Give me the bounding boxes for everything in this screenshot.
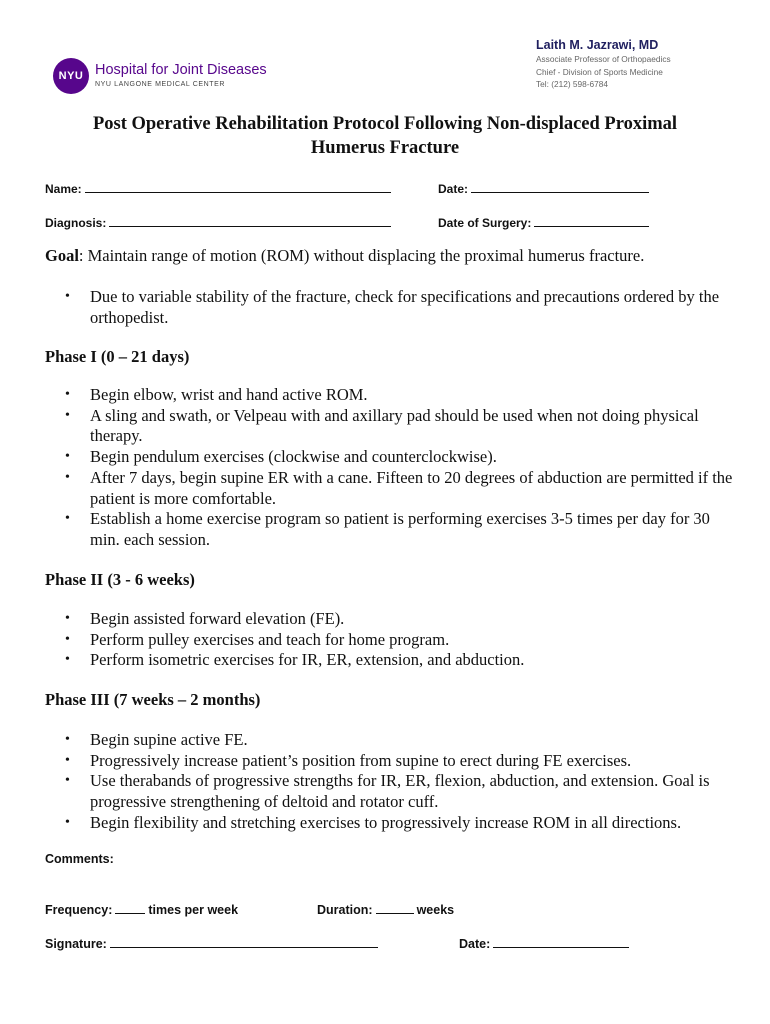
list-item: • Begin pendulum exercises (clockwise and counterclockwise).	[45, 447, 735, 468]
date-blank[interactable]	[471, 181, 649, 193]
goal-label: Goal	[45, 246, 79, 265]
doctor-title-2: Chief - Division of Sports Medicine	[536, 66, 663, 77]
name-blank[interactable]	[85, 181, 391, 193]
hospital-logo	[53, 58, 267, 94]
doctor-phone: Tel: (212) 598-6784	[536, 79, 608, 89]
signature-field[interactable]	[45, 936, 381, 951]
phase-3-bullets	[45, 730, 735, 834]
date-of-surgery-field[interactable]	[438, 215, 649, 230]
letterhead	[0, 0, 770, 105]
list-item: • Perform isometric exercises for IR, ER, extension, and abduction.	[45, 650, 735, 671]
document-title	[40, 112, 730, 160]
list-item: • Establish a home exercise program so patient is performing exercises 3-5 times per day for 30 min. each session.	[45, 509, 735, 550]
signature-date-label: Date:	[459, 937, 491, 951]
list-item: • Perform pulley exercises and teach for home program.	[45, 630, 735, 651]
phase-3-heading: Phase III (7 weeks – 2 months)	[45, 690, 261, 709]
comments-label: Comments:	[45, 852, 114, 866]
list-item: • Begin flexibility and stretching exercises to progressively increase ROM in all directions.	[45, 813, 735, 834]
signature-blank[interactable]	[110, 936, 378, 948]
list-item: • Use therabands of progressive strengths for IR, ER, flexion, abduction, and extension. Goal is progressive strengthening of deltoid and rotator cuff.	[45, 771, 735, 812]
name-label: Name:	[45, 182, 82, 196]
phase-1-heading: Phase I (0 – 21 days)	[45, 347, 190, 366]
hospital-subtitle: NYU LANGONE MEDICAL CENTER	[95, 81, 226, 88]
list-item: • Begin supine active FE.	[45, 730, 735, 751]
diagnosis-label: Diagnosis:	[45, 216, 107, 230]
frequency-blank[interactable]	[115, 902, 145, 914]
goal-bullets	[45, 287, 735, 328]
doctor-info	[536, 37, 671, 91]
doctor-name: Laith M. Jazrawi, MD	[536, 38, 659, 52]
list-item: • Begin assisted forward elevation (FE).	[45, 609, 735, 630]
frequency-field[interactable]	[45, 902, 238, 917]
frequency-label: Frequency:	[45, 903, 113, 917]
nyu-logo-mark: NYU	[53, 58, 89, 94]
title-line-2: Humerus Fracture	[310, 138, 460, 158]
signature-date-blank[interactable]	[493, 936, 629, 948]
frequency-suffix: times per week	[148, 903, 239, 917]
list-item: • Begin elbow, wrist and hand active ROM.	[45, 385, 735, 406]
duration-field[interactable]	[317, 902, 454, 917]
goal-text: : Maintain range of motion (ROM) without displacing the proximal humerus fracture.	[78, 246, 645, 265]
list-item: • Due to variable stability of the fracture, check for specifications and precautions ordered by the orthopedist.	[45, 287, 735, 328]
phase-2-bullets	[45, 609, 735, 671]
goal-statement	[45, 246, 644, 266]
duration-label: Duration:	[317, 903, 373, 917]
list-item: • Progressively increase patient’s position from supine to erect during FE exercises.	[45, 751, 735, 772]
diagnosis-blank[interactable]	[109, 215, 391, 227]
phase-2-heading: Phase II (3 - 6 weeks)	[45, 570, 195, 589]
date-label: Date:	[438, 182, 469, 196]
doctor-title-1: Associate Professor of Orthopaedics	[536, 54, 671, 64]
phase-1-bullets	[45, 385, 735, 551]
signature-date-field[interactable]	[459, 936, 632, 951]
name-field[interactable]	[45, 181, 391, 196]
hospital-name: Hospital for Joint Diseases	[95, 62, 267, 78]
date-field[interactable]	[438, 181, 649, 196]
list-item: • A sling and swath, or Velpeau with and axillary pad should be used when not doing physical therapy.	[45, 406, 735, 447]
signature-label: Signature:	[45, 937, 107, 951]
date-of-surgery-label: Date of Surgery:	[438, 216, 532, 230]
date-of-surgery-blank[interactable]	[534, 215, 649, 227]
list-item: • After 7 days, begin supine ER with a cane. Fifteen to 20 degrees of abduction are permitted if the patient is more comfortable.	[45, 468, 735, 509]
duration-blank[interactable]	[376, 902, 414, 914]
diagnosis-field[interactable]	[45, 215, 391, 230]
duration-suffix: weeks	[416, 903, 455, 917]
title-line-1: Post Operative Rehabilitation Protocol Following Non-displaced Proximal	[92, 114, 678, 134]
